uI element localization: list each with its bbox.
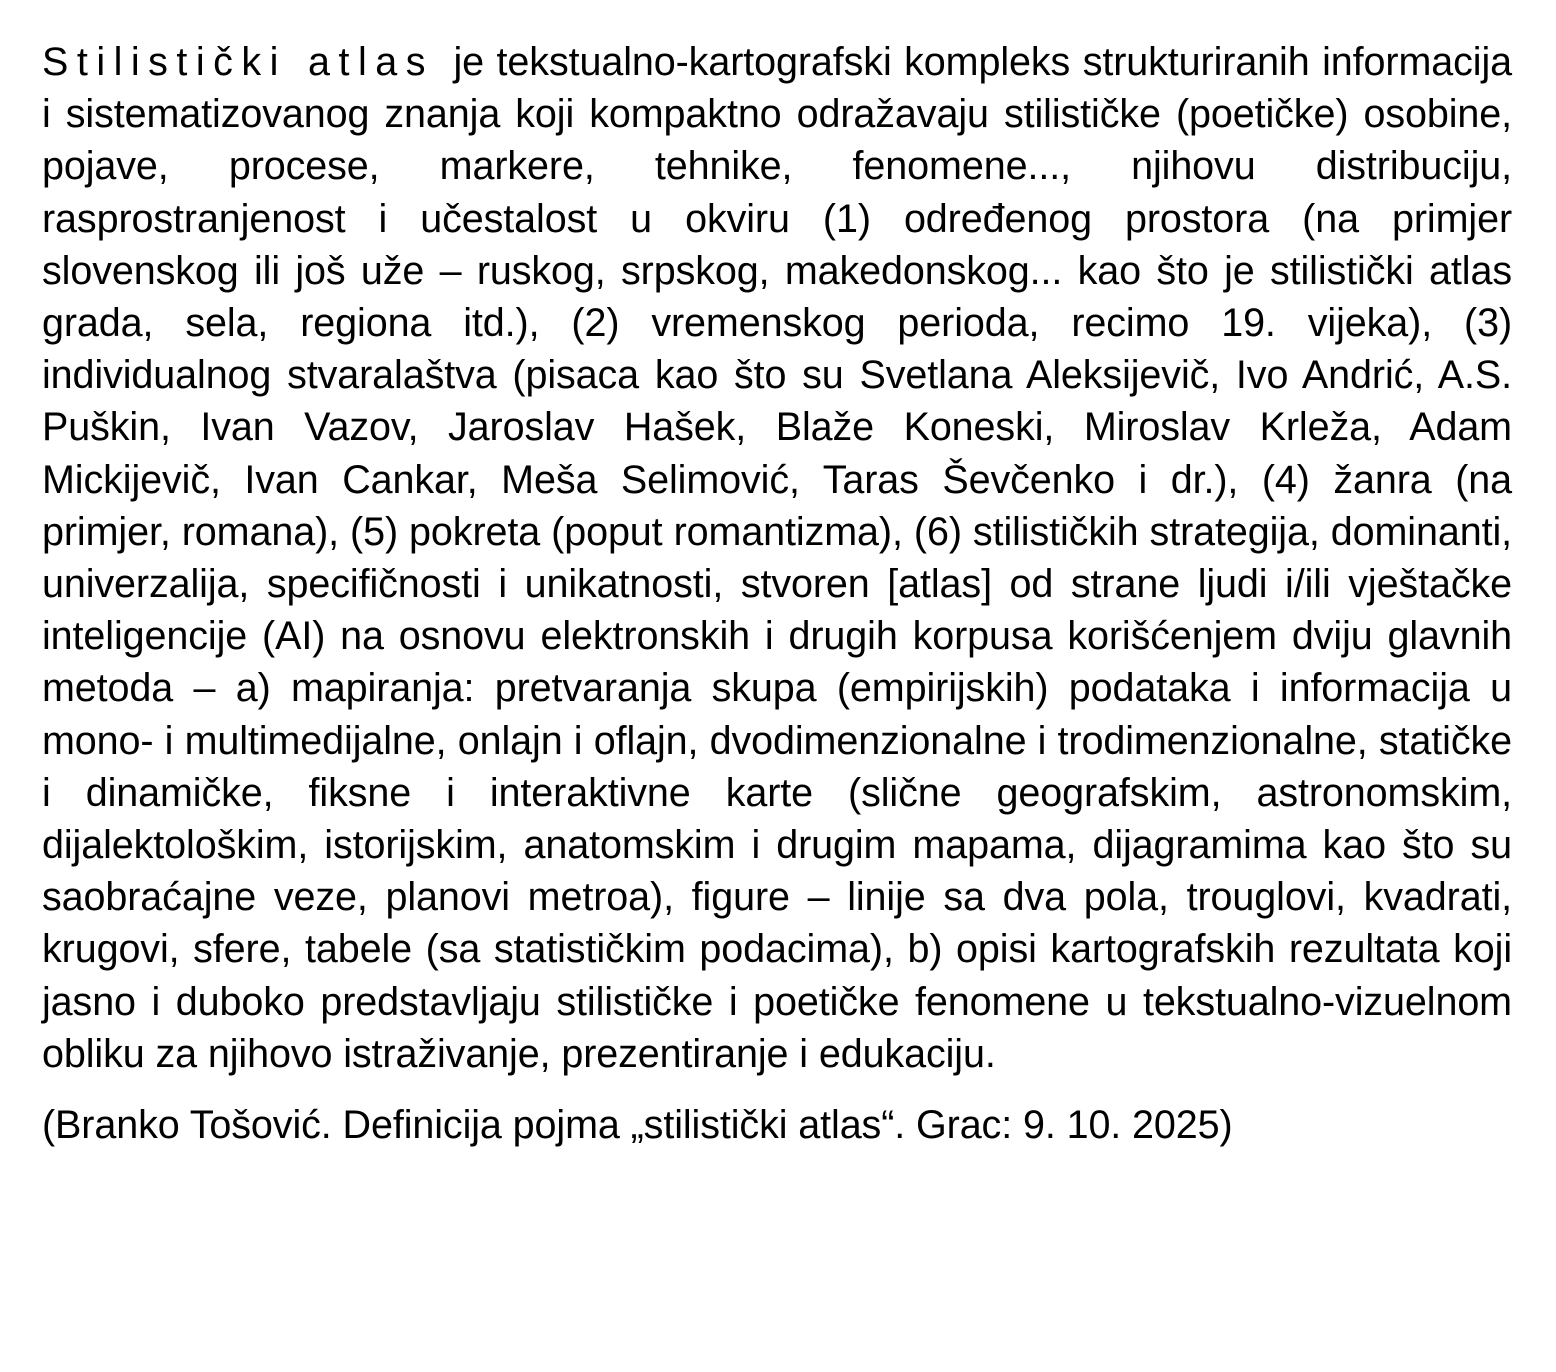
defined-term: Stilistički atlas <box>42 40 434 84</box>
source-citation: (Branko Tošović. Definicija pojma „stilistički atlas“. Grac: 9. 10. 2025) <box>42 1103 1233 1148</box>
definition-paragraph <box>42 36 1512 1080</box>
definition-block <box>42 36 1512 1151</box>
definition-body-text: je tekstualno-kartografski kompleks strukturiranih informacija i sistematizovanog znanja koji kompaktno odražavaju stilističke (poetičke) osobine, pojave, procese, markere, tehnike, fenomene..., njihovu distribuciju, rasprostranjenost i učestalost u okviru (1) određenog prostora (na primjer slovenskog ili još uže – ruskog, srpskog, makedonskog... kao što je stilistički atlas grada, sela, regiona itd.), (2) vremenskog perioda, recimo 19. vijeka), (3) individualnog stvaralaštva (pisaca kao što su Svetlana Aleksijevič, Ivo Andrić, A.S. Puškin, Ivan Vazov, Jaroslav Hašek, Blaže Koneski, Miroslav Krleža, Adam Mickijevič, Ivan Cankar, Meša Selimović, Taras Ševčenko i dr.), (4) žanra (na primjer, romana), (5) pokreta (poput romantizma), (6) stilističkih strategija, dominanti, univerzalija, specifičnosti i unikatnosti, stvoren [atlas] od strane ljudi i/ili vještačke inteligencije (AI) na osnovu elektronskih i drugih korpusa korišćenjem dviju glavnih metoda – a) mapiranja: pretvaranja skupa (empirijskih) podataka i informacija u mono- i multimedijalne, onlajn i oflajn, dvodimenzionalne i trodimenzionalne, statičke i dinamičke, fiksne i interaktivne karte (slične geografskim, astronomskim, dijalektološkim, istorijskim, anatomskim i drugim mapama, dijagramima kao što su saobraćajne veze, planovi metroa), figure – linije sa dva pola, trouglovi, kvadrati, krugovi, sfere, tabele (sa statističkim podacima), b) opisi kartografskih rezultata koji jasno i duboko predstavljaju stilističke i poetičke fenomene u tekstualno-vizuelnom obliku za njihovo istraživanje, prezentiranje i edukaciju. <box>42 40 1512 1076</box>
